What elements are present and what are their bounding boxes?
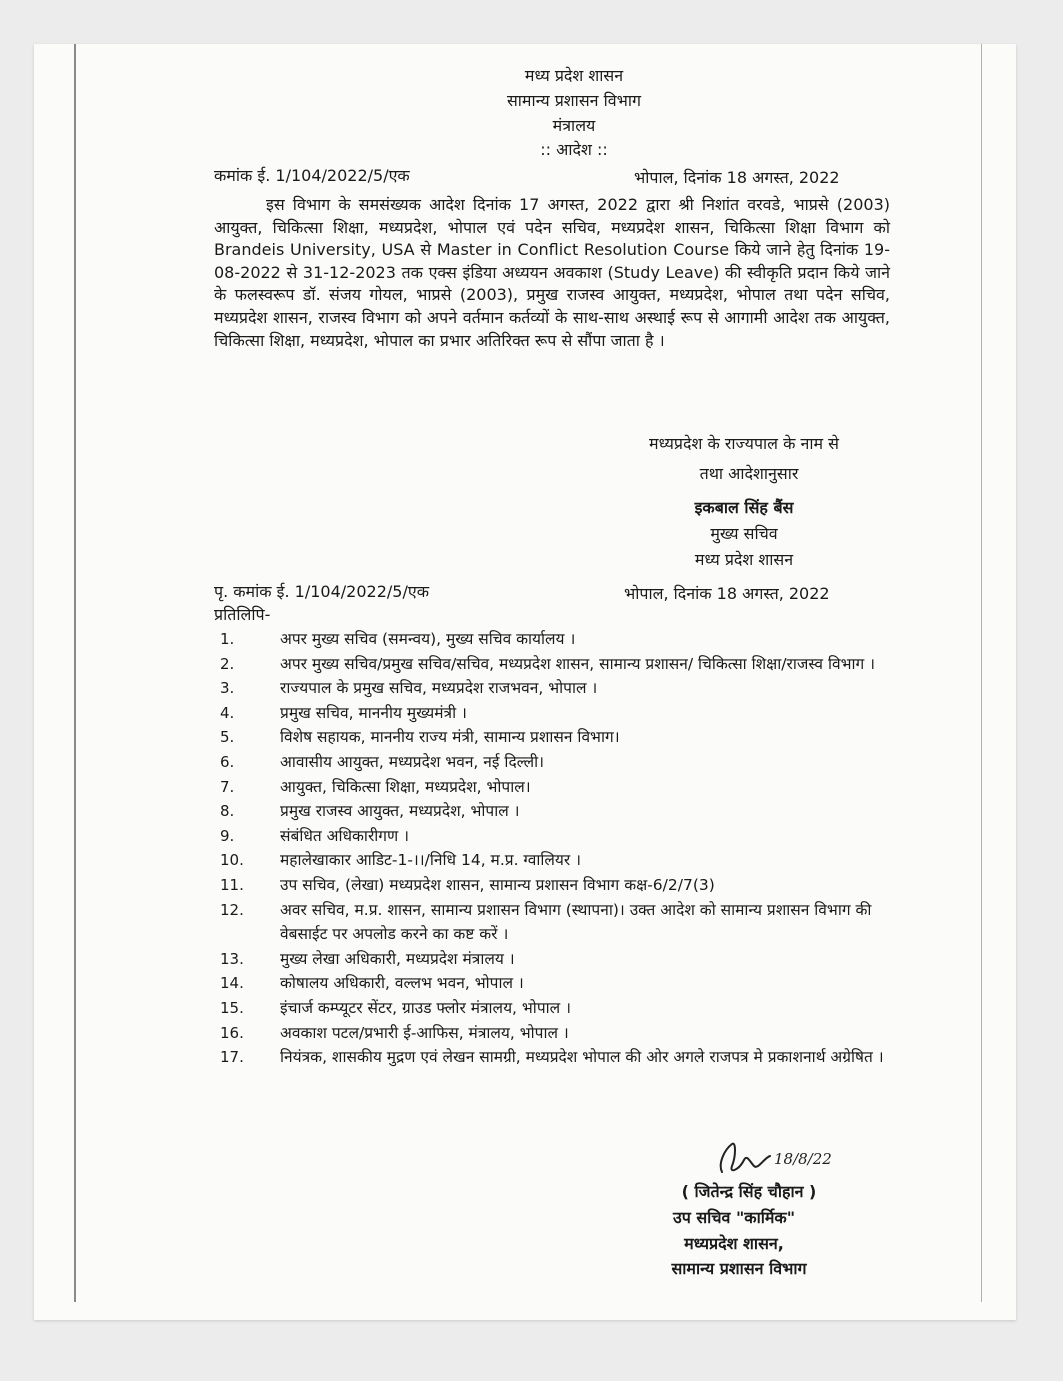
list-item-number: 6.	[220, 752, 235, 771]
list-item	[214, 775, 904, 800]
list-item	[214, 652, 904, 677]
copy-heading: प्रतिलिपि-	[214, 605, 271, 624]
list-item-number: 1.	[220, 630, 235, 648]
list-item-number: 2.	[220, 654, 235, 673]
list-item-text: कोषालय अधिकारी, वल्लभ भवन, भोपाल ।	[280, 974, 524, 993]
list-item	[214, 1045, 904, 1070]
document-page	[34, 44, 1016, 1320]
authority-name: इकबाल सिंह बैंस	[694, 498, 794, 517]
authority-line2: तथा आदेशानुसार	[699, 464, 799, 483]
list-item-text: संबंधित अधिकारीगण ।	[280, 826, 410, 845]
authority-line1: मध्यप्रदेश के राज्यपाल के नाम से	[649, 434, 839, 453]
header-department: सामान्य प्रशासन विभाग	[506, 91, 642, 110]
authority-office: मध्य प्रदेश शासन	[694, 550, 794, 569]
header-government: मध्य प्रदेश शासन	[524, 66, 624, 85]
list-item	[214, 824, 904, 849]
list-item-text: अपर मुख्य सचिव (समन्वय), मुख्य सचिव कार्यालय ।	[280, 630, 576, 648]
list-item	[214, 676, 904, 701]
copy-number: पृ. कमांक ई. 1/104/2022/5/एक	[214, 582, 429, 601]
copy-list	[214, 627, 904, 1070]
list-item-text: मुख्य लेखा अधिकारी, मध्यप्रदेश मंत्रालय ।	[280, 949, 515, 968]
order-place-date: भोपाल, दिनांक 18 अगस्त, 2022	[634, 168, 840, 187]
list-item-text: अवकाश पटल/प्रभारी ई-आफिस, मंत्रालय, भोपाल ।	[280, 1023, 569, 1042]
list-item-number: 3.	[220, 679, 235, 698]
list-item-text: आवासीय आयुक्त, मध्यप्रदेश भवन, नई दिल्ली।	[280, 752, 545, 771]
list-item	[214, 750, 904, 775]
list-item-text: महालेखाकार आडिट-1-।।/निधि 14, म.प्र. ग्वालियर ।	[280, 851, 582, 870]
authority-designation: मुख्य सचिव	[710, 524, 778, 543]
copy-place-date: भोपाल, दिनांक 18 अगस्त, 2022	[624, 584, 830, 603]
list-item	[214, 799, 904, 824]
list-item-text: इंचार्ज कम्प्यूटर सेंटर, ग्राउड फ्लोर मंत्रालय, भोपाल ।	[280, 998, 571, 1017]
order-number: कमांक ई. 1/104/2022/5/एक	[214, 166, 410, 185]
list-item-number: 10.	[220, 851, 244, 870]
header-ministry: मंत्रालय	[552, 116, 596, 135]
list-item-text: आयुक्त, चिकित्सा शिक्षा, मध्यप्रदेश, भोपाल।	[280, 777, 531, 796]
list-item	[214, 996, 904, 1021]
list-item-number: 11.	[220, 875, 244, 894]
list-item	[214, 971, 904, 996]
list-item	[214, 898, 904, 947]
signatory-designation: उप सचिव "कार्मिक"	[672, 1208, 796, 1227]
list-item-number: 15.	[220, 998, 244, 1017]
list-item	[214, 873, 904, 898]
list-item-number: 5.	[220, 728, 235, 747]
header-order-title: :: आदेश ::	[540, 140, 608, 159]
list-item-text: प्रमुख सचिव, माननीय मुख्यमंत्री ।	[280, 703, 467, 722]
list-item	[214, 627, 904, 652]
signatory-office: मध्यप्रदेश शासन,	[684, 1234, 784, 1253]
list-item-text: नियंत्रक, शासकीय मुद्रण एवं लेखन सामग्री, मध्यप्रदेश भोपाल की ओर अगले राजपत्र मे प्रकाशनार्थ अग्रेषित ।	[280, 1048, 884, 1067]
list-item-number: 4.	[220, 703, 235, 722]
list-item	[214, 1021, 904, 1046]
list-item	[214, 701, 904, 726]
list-item-text: अपर मुख्य सचिव/प्रमुख सचिव/सचिव, मध्यप्रदेश शासन, सामान्य प्रशासन/ चिकित्सा शिक्षा/राजस्व विभाग ।	[280, 654, 876, 673]
handwritten-date: 18/8/22	[774, 1150, 832, 1168]
list-item	[214, 947, 904, 972]
list-item-number: 7.	[220, 777, 235, 796]
list-item-number: 17.	[220, 1048, 244, 1067]
list-item-number: 14.	[220, 974, 244, 993]
signatory-name: ( जितेन्द्र सिंह चौहान )	[681, 1182, 817, 1201]
signatory-department: सामान्य प्रशासन विभाग	[671, 1259, 807, 1278]
list-item-number: 9.	[220, 826, 235, 845]
list-item-text: प्रमुख राजस्व आयुक्त, मध्यप्रदेश, भोपाल ।	[280, 802, 520, 821]
order-body	[214, 194, 890, 352]
list-item-number: 8.	[220, 802, 235, 821]
list-item-number: 12.	[220, 900, 244, 919]
list-item-text: उप सचिव, (लेखा) मध्यप्रदेश शासन, सामान्य प्रशासन विभाग कक्ष-6/2/7(3)	[280, 875, 715, 894]
list-item-text: विशेष सहायक, माननीय राज्य मंत्री, सामान्य प्रशासन विभाग।	[280, 728, 620, 747]
list-item-text: अवर सचिव, म.प्र. शासन, सामान्य प्रशासन विभाग (स्थापना)। उक्त आदेश को सामान्य प्रशासन विभाग की वेबसाईट पर अपलोड करने का कष्ट करें ।	[280, 900, 872, 944]
list-item-number: 16.	[220, 1023, 244, 1042]
list-item	[214, 725, 904, 750]
order-body-paragraph: इस विभाग के समसंख्यक आदेश दिनांक 17 अगस्त, 2022 द्वारा श्री निशांत वरवडे, भाप्रसे (2003) आयुक्त, चिकित्सा शिक्षा, मध्यप्रदेश, भोपाल एवं पदेन सचिव, मध्यप्रदेश शासन, चिकित्सा शिक्षा विभाग को Brandeis University, USA से Master in Conflict Resolution Course किये जाने हेतु दिनांक 19-08-2022 से 31-12-2023 तक एक्स इंडिया अध्ययन अवकाश (Study Leave) की स्वीकृति प्रदान किये जाने के फलस्वरूप डॉ. संजय गोयल, भाप्रसे (2003), प्रमुख राजस्व आयुक्त, मध्यप्रदेश, भोपाल तथा पदेन सचिव, मध्यप्रदेश शासन, राजस्व विभाग को अपने वर्तमान कर्तव्यों के साथ-साथ अस्थाई रूप से आगामी आदेश तक आयुक्त, चिकित्सा शिक्षा, मध्यप्रदेश, भोपाल का प्रभार अतिरिक्त रूप से सौंपा जाता है ।	[214, 195, 890, 350]
list-item	[214, 848, 904, 873]
list-item-number: 13.	[220, 949, 244, 968]
list-item-text: राज्यपाल के प्रमुख सचिव, मध्यप्रदेश राजभवन, भोपाल ।	[280, 679, 598, 698]
